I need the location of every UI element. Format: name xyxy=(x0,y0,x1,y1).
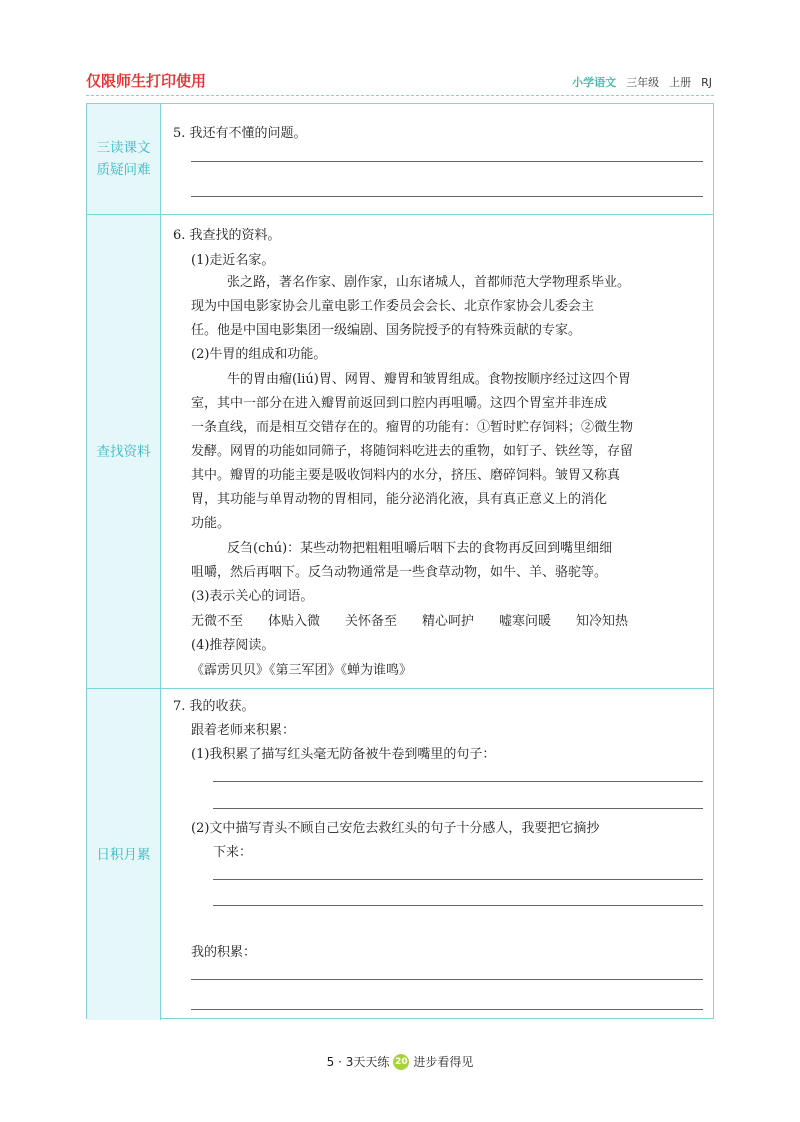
footer-slogan: 进步看得见 xyxy=(413,1055,474,1069)
paragraph-line: 反刍(chú)：某些动物把粗粗咀嚼后咽下去的食物再反回到嘴里细细 xyxy=(227,541,613,556)
print-notice: 仅限师生打印使用 xyxy=(86,72,207,90)
grade-label: 三年级 xyxy=(626,76,660,89)
subheading-stomach: (2)牛胃的组成和功能。 xyxy=(191,347,327,362)
page-footer xyxy=(0,1053,800,1070)
word-item: 无微不至 xyxy=(191,614,244,629)
subheading-words: (3)表示关心的词语。 xyxy=(191,589,314,604)
paragraph-line: 室，其中一部分在进入瓣胃前返回到口腔内再咀嚼。这四个胃室并非连成 xyxy=(191,396,608,411)
word-item: 精心呵护 xyxy=(422,614,475,629)
book-list: 《霹雳贝贝》《第三军团》《蝉为谁鸣》 xyxy=(191,663,413,678)
word-item: 知冷知热 xyxy=(576,614,629,629)
category-accumulation xyxy=(87,689,161,1020)
paragraph-line: 其中。瓣胃的功能主要是吸收饲料内的水分，挤压、磨碎饲料。皱胃又称真 xyxy=(191,468,621,483)
section-questions xyxy=(87,104,713,215)
edition-label: RJ xyxy=(701,75,712,89)
section-research xyxy=(87,215,713,689)
item-2: (2)文中描写青头不顾自己安危去救红头的句子十分感人，我要把它摘抄 xyxy=(191,821,600,836)
book-info xyxy=(572,74,712,90)
answer-line[interactable] xyxy=(191,161,703,162)
answer-line[interactable] xyxy=(213,781,703,782)
paragraph-line: 一条直线，而是相互交错存在的。瘤胃的功能有：①暂时贮存饲料；②微生物 xyxy=(191,420,634,435)
subject-label: 小学语文 xyxy=(572,76,617,89)
paragraph-line: 牛的胃由瘤(liú)胃、网胃、瓣胃和皱胃组成。食物按顺序经过这四个胃 xyxy=(227,372,631,387)
subheading-author: (1)走近名家。 xyxy=(191,253,275,268)
paragraph-line: 功能。 xyxy=(191,516,231,531)
page-number: 20 xyxy=(393,1054,409,1070)
word-item: 关怀备至 xyxy=(345,614,398,629)
answer-line[interactable] xyxy=(213,808,703,809)
word-item: 体贴入微 xyxy=(268,614,321,629)
answer-line[interactable] xyxy=(191,979,703,980)
question-7: 7. 我的收获。 xyxy=(173,699,255,714)
word-item: 嘘寒问暖 xyxy=(499,614,552,629)
section-content xyxy=(173,104,703,214)
category-questions xyxy=(87,104,161,214)
section-accumulation xyxy=(87,689,713,1020)
category-line: 日积月累 xyxy=(96,846,151,863)
volume-label: 上册 xyxy=(669,76,692,89)
question-5: 5. 我还有不懂的问题。 xyxy=(173,126,307,141)
answer-line[interactable] xyxy=(191,196,703,197)
worksheet-table xyxy=(86,103,714,1019)
section-content xyxy=(173,689,703,1020)
paragraph-line: 咀嚼，然后再咽下。反刍动物通常是一些食草动物，如牛、羊、骆驼等。 xyxy=(191,565,608,580)
section-content xyxy=(173,215,703,688)
paragraph-line: 发酵。网胃的功能如同筛子，将随饲料吃进去的重物，如钉子、铁丝等，存留 xyxy=(191,444,634,459)
item-2-cont: 下来： xyxy=(213,845,253,860)
subheading-reading: (4)推荐阅读。 xyxy=(191,638,275,653)
category-line: 查找资料 xyxy=(96,443,151,460)
category-research xyxy=(87,215,161,688)
answer-line[interactable] xyxy=(213,879,703,880)
category-line: 质疑问难 xyxy=(96,162,151,178)
answer-line[interactable] xyxy=(213,905,703,906)
paragraph-line: 任。他是中国电影集团一级编剧、国务院授予的有特殊贡献的专家。 xyxy=(191,323,582,338)
question-6: 6. 我查找的资料。 xyxy=(173,228,281,243)
paragraph-line: 张之路，著名作家、剧作家，山东诸城人，首都师范大学物理系毕业。 xyxy=(227,275,631,290)
instruction: 跟着老师来积累： xyxy=(191,723,296,738)
item-1: (1)我积累了描写红头毫无防备被牛卷到嘴里的句子： xyxy=(191,747,496,762)
footer-brand: 5 · 3天天练 xyxy=(326,1055,390,1069)
header-divider xyxy=(86,95,714,96)
my-collection: 我的积累： xyxy=(191,945,257,960)
answer-line[interactable] xyxy=(191,1009,703,1010)
paragraph-line: 现为中国电影家协会儿童电影工作委员会会长、北京作家协会儿委会主 xyxy=(191,299,595,314)
paragraph-line: 胃，其功能与单胃动物的胃相同，能分泌消化液，具有真正意义上的消化 xyxy=(191,492,608,507)
category-line: 三读课文 xyxy=(96,140,151,156)
